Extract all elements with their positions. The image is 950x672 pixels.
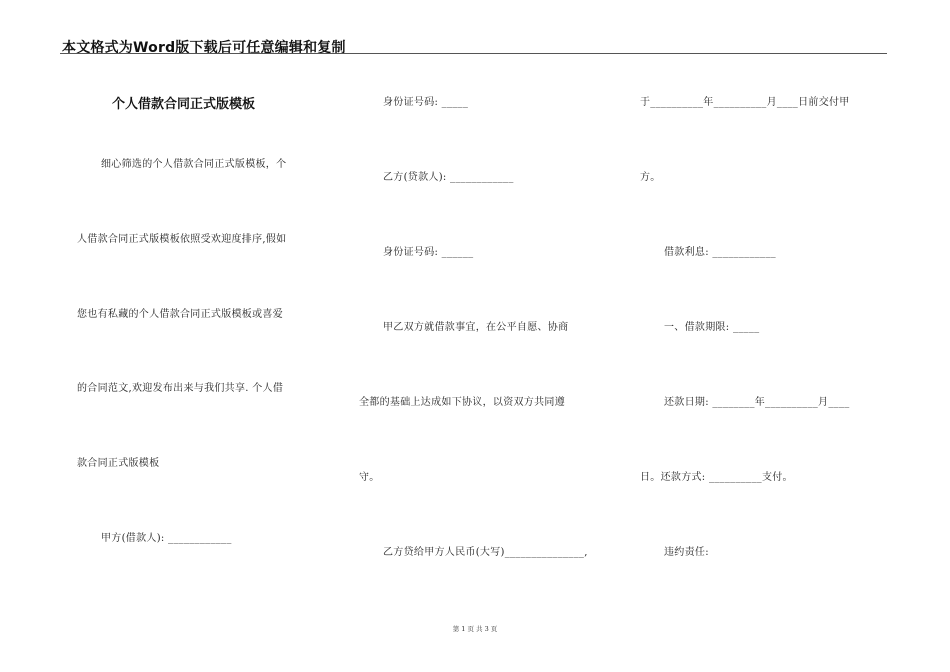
col1-line-1: 细心筛选的个人借款合同正式版模板，个 — [101, 159, 287, 170]
col2-line-1: 身份证号码: _____ — [383, 97, 469, 108]
page-number: 第 1 页 共 3 页 — [452, 625, 498, 633]
col2-line-2: 乙方(贷款人): ____________ — [383, 172, 514, 183]
col2-line-3: 身份证号码: ______ — [383, 247, 474, 258]
col3-line-1: 于__________年__________月____日前交付甲 — [640, 97, 850, 108]
col2-line-6: 守。 — [359, 472, 380, 483]
col2-line-7: 乙方贷给甲方人民币(大写)_______________, — [383, 547, 588, 558]
col1-line-2: 人借款合同正式版模板依照受欢迎度排序,假如 — [77, 234, 287, 245]
col1-line-3: 您也有私藏的个人借款合同正式版模板或喜爱 — [77, 309, 283, 320]
col1-line-6: 甲方(借款人): ____________ — [101, 533, 232, 544]
col2-line-5: 全都的基础上达成如下协议，以资双方共同遵 — [359, 397, 565, 408]
col1-line-5: 款合同正式版模板 — [77, 458, 160, 469]
header-rule — [60, 53, 887, 54]
document-title: 个人借款合同正式版模板 — [112, 97, 256, 112]
col1-line-4: 的合同范文,欢迎发布出来与我们共享. 个人借 — [77, 383, 284, 394]
document-header: 本文格式为Word版下载后可任意编辑和复制 — [62, 40, 346, 56]
col2-line-4: 甲乙双方就借款事宜，在公平自愿、协商 — [383, 322, 569, 333]
col3-line-7: 违约责任: — [664, 547, 709, 558]
col3-line-5: 还款日期: ________年__________月____ — [664, 397, 850, 408]
col3-line-4: 一、借款期限: _____ — [664, 322, 760, 333]
col3-line-2: 方。 — [640, 172, 661, 183]
col3-line-3: 借款利息: ____________ — [664, 247, 776, 258]
col3-line-6: 日。还款方式: __________支付。 — [640, 472, 793, 483]
